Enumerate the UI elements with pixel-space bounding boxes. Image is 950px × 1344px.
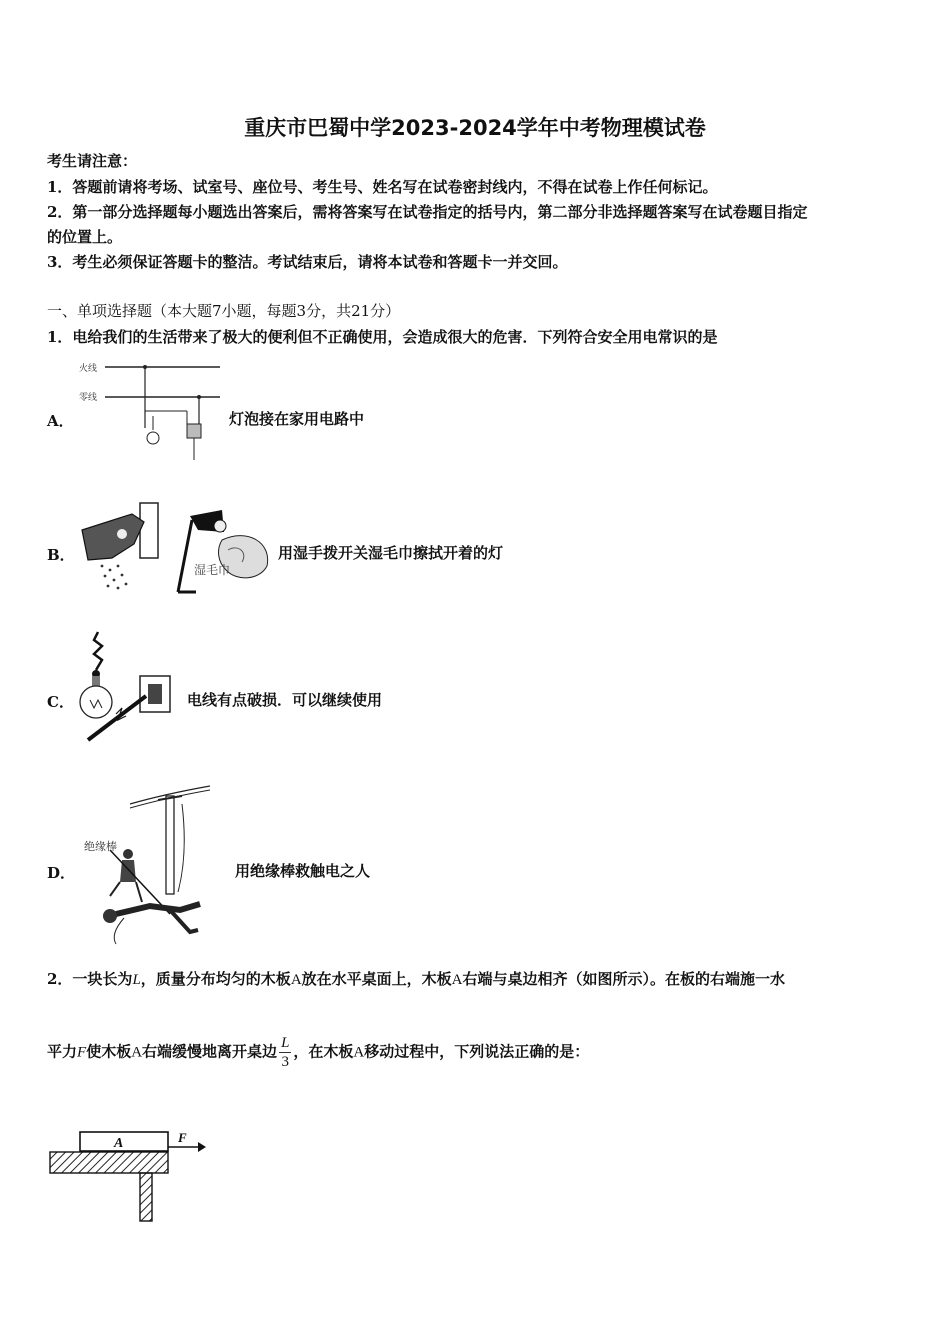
q2-var-L: L — [132, 972, 141, 988]
board-a-label: A — [114, 1136, 124, 1151]
notice-heading: 考生请注意： — [47, 152, 138, 170]
option-b-text: 用湿手拨开关湿毛巾擦拭开着的灯 — [278, 544, 504, 562]
q2-var-A-4: A — [353, 1044, 365, 1061]
table-leg — [140, 1173, 152, 1221]
fraction-numerator: L — [281, 1035, 290, 1051]
notice-item-3: 3．考生必须保证答题卡的整洁。考试结束后，请将本试卷和答题卡一并交回。 — [47, 253, 568, 271]
option-b-label: B． — [47, 546, 75, 564]
q2-fraction — [279, 1034, 291, 1071]
question-2-line-1 — [47, 970, 785, 989]
board-on-table-diagram — [44, 1122, 214, 1232]
option-d-label: D． — [47, 864, 76, 882]
towel-label: 湿毛巾 — [194, 563, 231, 577]
q2-text-7: 右端缓慢地离开桌边 — [142, 1042, 278, 1061]
circuit-diagram — [75, 356, 225, 464]
q2-text-1: 2．一块长为 — [47, 970, 133, 988]
q2-text-3: 放在水平桌面上，木板 — [301, 970, 452, 988]
neutral-wire-label: 零线 — [79, 393, 98, 403]
q2-var-A-1: A — [290, 972, 302, 988]
wet-hand-illustration — [72, 500, 277, 600]
page-title: 重庆市巴蜀中学2023-2024学年中考物理模试卷 — [244, 116, 706, 140]
q2-text-6: 使木板 — [86, 1042, 132, 1061]
table-top — [50, 1152, 168, 1173]
option-d-text: 用绝缘棒救触电之人 — [235, 862, 371, 880]
live-wire-label: 火线 — [79, 364, 98, 374]
q2-text-4: 右端与桌边相齐（如图所示）。在板的右端施一水 — [462, 970, 786, 988]
q2-var-A-3: A — [131, 1044, 143, 1061]
option-c-text: 电线有点破损．可以继续使用 — [187, 691, 383, 709]
force-f-label: F — [178, 1130, 187, 1145]
damaged-wire-illustration — [76, 630, 176, 745]
question-2-line-2 — [47, 1034, 589, 1071]
question-1-stem: 1．电给我们的生活带来了极大的便利但不正确使用，会造成很大的危害．下列符合安全用电常识的是 — [47, 328, 718, 346]
option-a-label: A． — [47, 412, 74, 430]
rescue-illustration — [80, 784, 215, 949]
q2-text-8: ，在木板 — [293, 1042, 354, 1061]
notice-item-1: 1．答题前请将考场、试室号、座位号、考生号、姓名写在试卷密封线内，不得在试卷上作任何标记。 — [47, 178, 718, 196]
q2-var-F: F — [77, 1044, 87, 1061]
notice-item-2-line-2: 的位置上。 — [47, 228, 123, 246]
notice-item-2-line-1: 2．第一部分选择题每小题选出答案后，需将答案写在试卷指定的括号内，第二部分非选择题答案写在试卷题目指定 — [47, 203, 808, 221]
fraction-denominator: 3 — [281, 1054, 289, 1070]
rod-label: 绝缘棒 — [84, 840, 117, 853]
option-a-text: 灯泡接在家用电路中 — [229, 410, 365, 428]
q2-text-5: 平力 — [47, 1042, 78, 1061]
q2-text-2: ，质量分布均匀的木板 — [140, 970, 291, 988]
option-c-label: C． — [47, 693, 74, 711]
q2-var-A-2: A — [451, 972, 463, 988]
q2-text-9: 移动过程中，下列说法正确的是： — [364, 1042, 590, 1061]
board-a — [80, 1132, 168, 1151]
section-heading: 一、单项选择题（本大题7小题，每题3分，共21分） — [47, 302, 401, 320]
